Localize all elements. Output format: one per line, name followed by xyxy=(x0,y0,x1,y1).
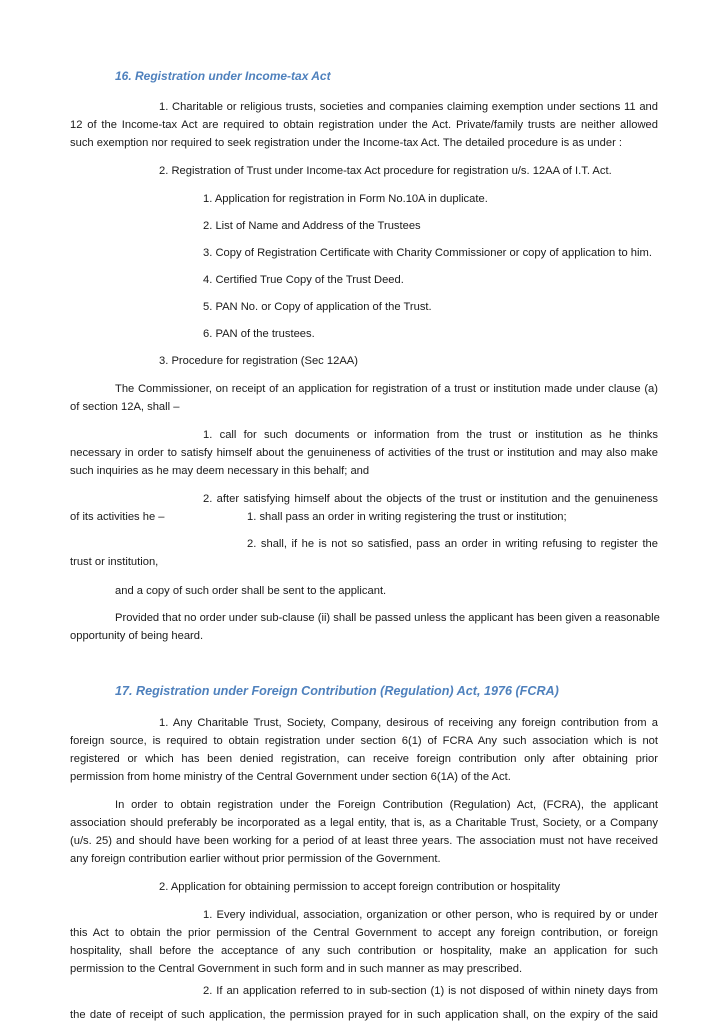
paragraph-line: Provided that no order under sub-clause (ii) shall be passed unless the applicant has been given a reasonable xyxy=(115,612,660,624)
paragraph-line: 1. Any Charitable Trust, Society, Company, desirous of receiving any foreign contribution from a xyxy=(159,717,658,729)
paragraph-line: 12 of the Income-tax Act are required to obtain registration under the Act. Private/family trusts are neither allowed xyxy=(70,119,658,131)
paragraph-line: In order to obtain registration under the Foreign Contribution (Regulation) Act, (FCRA), the applicant xyxy=(115,799,658,811)
paragraph-line: 2. shall, if he is not so satisfied, pass an order in writing refusing to register the xyxy=(247,538,658,550)
paragraph-line: permission from home ministry of the Central Government under section 6(1A) of the Act. xyxy=(70,771,511,783)
paragraph-line: such exemption nor required to seek registration under the Income-tax Act. The detailed procedure is as under : xyxy=(70,137,623,149)
sec16-para-3: 3. Procedure for registration (Sec 12AA) xyxy=(159,355,358,367)
sec16-para-2: 2. Registration of Trust under Income-tax Act procedure for registration u/s. 12AA of I.T. Act. xyxy=(159,165,612,177)
paragraph-line: opportunity of being heard. xyxy=(70,630,204,642)
list-item: 2. List of Name and Address of the Trustees xyxy=(203,220,421,232)
paragraph-line: association should preferably be incorporated as a legal entity, that is, as a Charitable Trust, Society, or a Company xyxy=(70,817,658,829)
paragraph-line: of its activities he – xyxy=(70,511,165,523)
list-item: 6. PAN of the trustees. xyxy=(203,328,315,340)
list-item: 1. Application for registration in Form No.10A in duplicate. xyxy=(203,193,488,205)
section-17-heading: 17. Registration under Foreign Contribution (Regulation) Act, 1976 (FCRA) xyxy=(115,684,559,698)
paragraph-line: necessary in order to satisfy himself about the genuineness of activities of the trust or institution and may also make xyxy=(70,447,658,459)
paragraph-line: trust or institution, xyxy=(70,556,159,568)
paragraph-line: 2. If an application referred to in sub-section (1) is not disposed of within ninety days from xyxy=(203,985,658,997)
paragraph-line: foreign source, is required to obtain registration under section 6(1) of FCRA Any such association which is not xyxy=(70,735,658,747)
paragraph-line: The Commissioner, on receipt of an application for registration of a trust or institution made under clause (a) xyxy=(115,383,658,395)
paragraph-line: of section 12A, shall – xyxy=(70,401,180,413)
paragraph-line: 1. Every individual, association, organization or other person, who is required by or under xyxy=(203,909,658,921)
list-item: 3. Copy of Registration Certificate with Charity Commissioner or copy of application to him. xyxy=(203,247,652,259)
paragraph-line: 1. call for such documents or information from the trust or institution as he thinks xyxy=(203,429,658,441)
paragraph-line: permission to the Central Government in such form and in such manner as may prescribed. xyxy=(70,963,523,975)
paragraph-line: 2. after satisfying himself about the objects of the trust or institution and the genuineness xyxy=(203,493,658,505)
paragraph-line: 1. shall pass an order in writing registering the trust or institution; xyxy=(247,511,567,523)
sec17-para-3: 2. Application for obtaining permission to accept foreign contribution or hospitality xyxy=(159,881,561,893)
paragraph-line: any foreign contribution earlier without prior permission of the Government. xyxy=(70,853,441,865)
paragraph-line: (u/s. 25) and should have been working for a period of at least three years. The association must not have received xyxy=(70,835,658,847)
paragraph-line: such inquiries as he may deem necessary in this behalf; and xyxy=(70,465,370,477)
sec16-para-5: and a copy of such order shall be sent to the applicant. xyxy=(115,585,387,597)
paragraph-line: hospitality, shall before the acceptance of any such contribution or hospitality, make an application for such xyxy=(70,945,658,957)
paragraph-line: the date of receipt of such application, the permission prayed for in such application shall, on the expiry of the said xyxy=(70,1009,658,1021)
section-16-heading: 16. Registration under Income-tax Act xyxy=(115,69,331,83)
list-item: 5. PAN No. or Copy of application of the Trust. xyxy=(203,301,432,313)
paragraph-line: this Act to obtain the prior permission of the Central Government to accept any foreign contribution, or foreign xyxy=(70,927,658,939)
paragraph-line: registered or which has been denied registration, can receive foreign contribution only after obtaining prior xyxy=(70,753,658,765)
list-item: 4. Certified True Copy of the Trust Deed. xyxy=(203,274,404,286)
paragraph-line: 1. Charitable or religious trusts, societies and companies claiming exemption under sections 11 and xyxy=(159,101,658,113)
